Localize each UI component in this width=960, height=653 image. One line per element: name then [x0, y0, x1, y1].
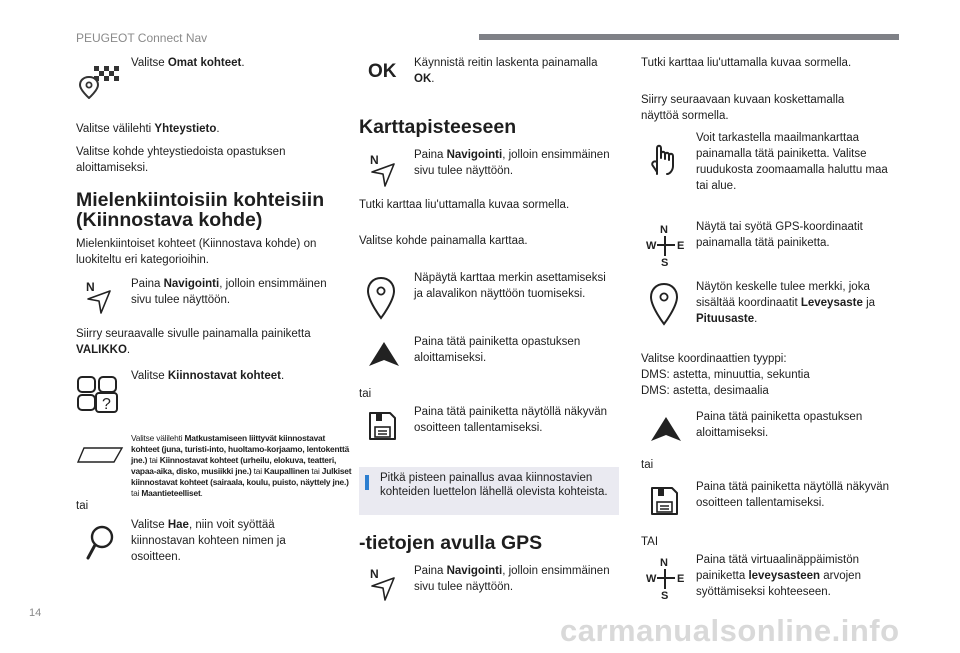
press-start-guidance-text-2: Paina tätä painiketta opastuksen aloittamiseksi.	[696, 411, 863, 439]
virtual-keyboard-latitude-text: Paina tätä virtuaalinäppäimistön painiketta leveysasteen arvojen syöttämiseksi kohteeseen.	[696, 554, 861, 598]
section-heading-map-point: Karttapisteeseen	[359, 116, 517, 138]
poi-categories-icon	[76, 373, 122, 413]
gps-coordinates-text: Näytä tai syötä GPS-koordinaatit painamalla tätä painiketta.	[696, 221, 863, 249]
ok-button-icon	[367, 58, 403, 82]
coordinate-type-dms: DMS: astetta, minuuttia, sekuntia	[641, 369, 810, 381]
navigation-arrow-icon	[84, 279, 114, 315]
svg-text:S: S	[661, 590, 669, 601]
start-guidance-icon	[649, 415, 683, 443]
coordinate-type-label: Valitse koordinaattien tyyppi:	[641, 353, 787, 365]
save-address-text-2: Paina tätä painiketta näytöllä näkyvän osoitteen tallentamiseksi.	[696, 481, 890, 509]
or-text-2: tai	[359, 388, 372, 400]
svg-text:OK: OK	[368, 61, 397, 82]
checkered-flag-pin-icon	[78, 63, 120, 99]
document-header-title: PEUGEOT Connect Nav	[76, 31, 208, 45]
press-navigation-text-2: Paina Navigointi, jolloin ensimmäinen sivu tulee näyttöön.	[414, 149, 610, 177]
press-navigation-text-3: Paina Navigointi, jolloin ensimmäinen sivu tulee näyttöön.	[414, 565, 610, 593]
svg-text:S: S	[661, 257, 669, 268]
poi-tabs-list-text: Valitse välilehti Matkustamiseen liittyvät kiinnostavat kohteet (juna, turisti-into, huoltamo-korjaamo, lentokenttä jne.) tai Kiinnostavat kohteet (urheilu, elokuva, teatteri, vapaa-aika, disko, musiikki jne.) tai Kaupallinen tai Julkiset kiinnostavat kohteet (sairaala, koulu, puisto, näyttely jne.) tai Maantieteelliset.	[131, 433, 352, 499]
save-floppy-icon	[649, 485, 679, 517]
navigation-arrow-icon	[368, 566, 398, 602]
or-text-3: tai	[641, 459, 654, 471]
select-search-text: Valitse Hae, niin voit syöttää kiinnostavan kohteen nimen ja osoitteen.	[131, 519, 286, 563]
search-magnifier-icon	[85, 524, 117, 562]
save-floppy-icon	[367, 410, 397, 442]
svg-text:N: N	[660, 557, 668, 569]
press-start-guidance-text: Paina tätä painiketta opastuksen aloittamiseksi.	[414, 336, 581, 364]
page-number: 14	[29, 607, 42, 619]
tap-map-marker-text: Näpäytä karttaa merkin asettamiseksi ja alavalikon näyttöön tuomiseksi.	[414, 272, 606, 300]
navigation-icon-letter: N	[370, 567, 379, 581]
section-heading-poi: Mielenkiintoisiin kohteisiin (Kiinnostava kohde)	[76, 189, 325, 232]
select-destination-map-text: Valitse kohde painamalla karttaa.	[359, 235, 528, 247]
explore-map-text-2: Tutki karttaa liu'uttamalla kuvaa sormella.	[641, 57, 852, 69]
select-contact-tab-text: Valitse välilehti Yhteystieto.	[76, 123, 220, 135]
info-marker	[365, 475, 369, 490]
map-pin-icon	[366, 276, 396, 320]
world-map-text: Voit tarkastella maailmankarttaa painamalla tätä painiketta. Valitse ruudukosta zoomaamalla haluttu maa tai alue.	[696, 132, 888, 192]
next-view-text: Siirry seuraavaan kuvaan koskettamalla näyttöä sormella.	[641, 94, 845, 122]
compass-gps-icon	[645, 555, 687, 601]
menu-next-page-text: Siirry seuraavalle sivulle painamalla painiketta VALIKKO.	[76, 328, 311, 356]
or-text: tai	[76, 500, 89, 512]
start-route-text: Käynnistä reitin laskenta painamalla OK.	[414, 57, 598, 85]
select-my-destinations-text: Valitse Omat kohteet.	[131, 57, 245, 69]
svg-text:N: N	[660, 224, 668, 236]
svg-text:W: W	[646, 240, 657, 252]
explore-map-text: Tutki karttaa liu'uttamalla kuvaa sormella.	[359, 199, 570, 211]
select-contact-destination-text: Valitse kohde yhteystiedoista opastuksen aloittamiseksi.	[76, 146, 286, 174]
parallelogram-tab-icon	[76, 446, 124, 464]
compass-gps-icon	[645, 222, 687, 268]
section-heading-gps: -tietojen avulla GPS	[359, 532, 543, 554]
navigation-icon-letter: N	[370, 153, 379, 167]
poi-intro-text: Mielenkiintoiset kohteet (Kiinnostava kohde) on luokiteltu eri kategorioihin.	[76, 238, 317, 266]
press-navigation-text: Paina Navigointi, jolloin ensimmäinen sivu tulee näyttöön.	[131, 278, 327, 306]
svg-text:?: ?	[102, 396, 111, 413]
watermark: carmanualsonline.info	[560, 613, 900, 648]
info-box-text: Pitkä pisteen painallus avaa kiinnostavien kohteiden luettelon lähellä olevista kohteista.	[380, 472, 608, 499]
map-pin-icon	[649, 282, 679, 326]
start-guidance-icon	[367, 340, 401, 368]
save-address-text: Paina tätä painiketta näytöllä näkyvän osoitteen tallentamiseksi.	[414, 406, 608, 434]
svg-text:E: E	[677, 573, 685, 585]
coordinate-type-dd: DMS: astetta, desimaalia	[641, 385, 769, 397]
navigation-icon-letter: N	[86, 280, 95, 294]
hand-touch-icon	[649, 140, 685, 178]
header-rule	[479, 34, 899, 40]
svg-text:E: E	[677, 240, 685, 252]
navigation-arrow-icon	[368, 152, 398, 188]
select-poi-text: Valitse Kiinnostavat kohteet.	[131, 370, 285, 382]
or-text-caps: TAI	[641, 536, 659, 548]
svg-text:W: W	[646, 573, 657, 585]
center-marker-text: Näytön keskelle tulee merkki, joka sisältää koordinaatit Leveysaste ja Pituusaste.	[696, 281, 876, 325]
